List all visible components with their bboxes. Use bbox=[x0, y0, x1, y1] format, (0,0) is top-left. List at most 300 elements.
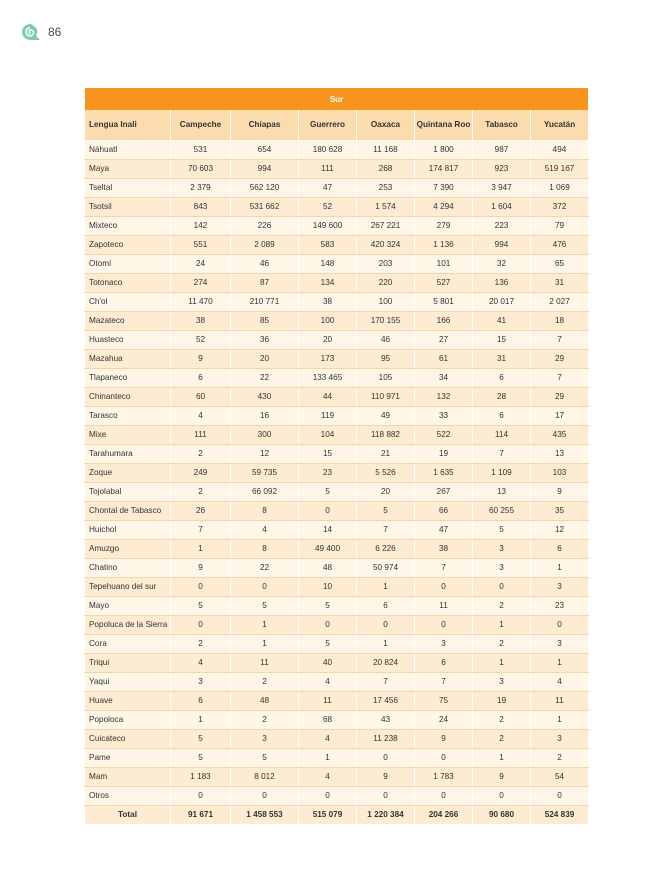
count-cell: 1 bbox=[531, 653, 589, 672]
table-title: Sur bbox=[85, 88, 589, 110]
count-cell: 38 bbox=[299, 292, 357, 311]
count-cell: 1 069 bbox=[531, 178, 589, 197]
count-cell: 430 bbox=[231, 387, 299, 406]
count-cell: 4 bbox=[299, 729, 357, 748]
count-cell: 43 bbox=[357, 710, 415, 729]
count-cell: 0 bbox=[357, 748, 415, 767]
table-row bbox=[85, 216, 589, 235]
count-cell: 47 bbox=[299, 178, 357, 197]
language-name-cell: Chatino bbox=[85, 558, 171, 577]
count-cell: 1 183 bbox=[171, 767, 231, 786]
count-cell: 843 bbox=[171, 197, 231, 216]
count-cell: 27 bbox=[415, 330, 473, 349]
count-cell: 15 bbox=[473, 330, 531, 349]
count-cell: 31 bbox=[531, 273, 589, 292]
count-cell: 7 bbox=[415, 672, 473, 691]
language-name-cell: Yaqui bbox=[85, 672, 171, 691]
table-row bbox=[85, 482, 589, 501]
language-name-cell: Ch'ol bbox=[85, 292, 171, 311]
count-cell: 476 bbox=[531, 235, 589, 254]
count-cell: 2 089 bbox=[231, 235, 299, 254]
count-cell: 111 bbox=[171, 425, 231, 444]
language-name-cell: Tepehuano del sur bbox=[85, 577, 171, 596]
language-name-cell: Mixteco bbox=[85, 216, 171, 235]
count-cell: 435 bbox=[531, 425, 589, 444]
count-cell: 551 bbox=[171, 235, 231, 254]
count-cell: 9 bbox=[171, 558, 231, 577]
table-row bbox=[85, 520, 589, 539]
table-row bbox=[85, 463, 589, 482]
language-name-cell: Mam bbox=[85, 767, 171, 786]
count-cell: 0 bbox=[357, 786, 415, 805]
count-cell: 1 bbox=[231, 615, 299, 634]
table-row bbox=[85, 311, 589, 330]
count-cell: 52 bbox=[171, 330, 231, 349]
count-cell: 268 bbox=[357, 159, 415, 178]
count-cell: 13 bbox=[473, 482, 531, 501]
count-cell: 2 027 bbox=[531, 292, 589, 311]
language-name-cell: Chontal de Tabasco bbox=[85, 501, 171, 520]
count-cell: 5 bbox=[299, 482, 357, 501]
count-cell: 95 bbox=[357, 349, 415, 368]
count-cell: 20 bbox=[357, 482, 415, 501]
count-cell: 3 bbox=[473, 558, 531, 577]
count-cell: 4 bbox=[299, 767, 357, 786]
count-cell: 3 bbox=[531, 577, 589, 596]
count-cell: 2 bbox=[473, 634, 531, 653]
count-cell: 0 bbox=[415, 615, 473, 634]
count-cell: 174 817 bbox=[415, 159, 473, 178]
count-cell: 5 bbox=[299, 634, 357, 653]
count-cell: 49 400 bbox=[299, 539, 357, 558]
count-cell: 11 bbox=[231, 653, 299, 672]
count-cell: 5 bbox=[231, 748, 299, 767]
count-cell: 4 bbox=[531, 672, 589, 691]
table-row bbox=[85, 197, 589, 216]
count-cell: 531 662 bbox=[231, 197, 299, 216]
count-cell: 0 bbox=[171, 577, 231, 596]
count-cell: 253 bbox=[357, 178, 415, 197]
count-cell: 6 226 bbox=[357, 539, 415, 558]
count-cell: 0 bbox=[415, 748, 473, 767]
count-cell: 0 bbox=[231, 577, 299, 596]
column-header-state: Yucatán bbox=[531, 110, 589, 140]
count-cell: 4 bbox=[171, 653, 231, 672]
column-header-state: Campeche bbox=[171, 110, 231, 140]
count-cell: 531 bbox=[171, 140, 231, 159]
total-row bbox=[85, 805, 589, 824]
table-row bbox=[85, 691, 589, 710]
count-cell: 20 bbox=[299, 330, 357, 349]
count-cell: 0 bbox=[531, 786, 589, 805]
count-cell: 75 bbox=[415, 691, 473, 710]
count-cell: 0 bbox=[299, 786, 357, 805]
count-cell: 100 bbox=[357, 292, 415, 311]
count-cell: 17 bbox=[531, 406, 589, 425]
count-cell: 0 bbox=[299, 615, 357, 634]
count-cell: 1 bbox=[171, 539, 231, 558]
count-cell: 35 bbox=[531, 501, 589, 520]
count-cell: 3 bbox=[531, 729, 589, 748]
count-cell: 583 bbox=[299, 235, 357, 254]
language-name-cell: Mayo bbox=[85, 596, 171, 615]
count-cell: 5 bbox=[357, 501, 415, 520]
count-cell: 9 bbox=[415, 729, 473, 748]
table-title-row bbox=[85, 88, 589, 110]
count-cell: 105 bbox=[357, 368, 415, 387]
table-row bbox=[85, 140, 589, 159]
table-row bbox=[85, 634, 589, 653]
count-cell: 1 604 bbox=[473, 197, 531, 216]
language-name-cell: Mazateco bbox=[85, 311, 171, 330]
count-cell: 0 bbox=[473, 786, 531, 805]
count-cell: 13 bbox=[531, 444, 589, 463]
table-row bbox=[85, 330, 589, 349]
count-cell: 0 bbox=[531, 615, 589, 634]
language-name-cell: Huasteco bbox=[85, 330, 171, 349]
language-name-cell: Mazahua bbox=[85, 349, 171, 368]
table-row bbox=[85, 254, 589, 273]
language-name-cell: Náhuatl bbox=[85, 140, 171, 159]
count-cell: 11 470 bbox=[171, 292, 231, 311]
languages-table bbox=[84, 88, 589, 824]
language-name-cell: Popoluca de la Sierra bbox=[85, 615, 171, 634]
table-row bbox=[85, 672, 589, 691]
count-cell: 3 bbox=[171, 672, 231, 691]
count-cell: 4 bbox=[299, 672, 357, 691]
count-cell: 210 771 bbox=[231, 292, 299, 311]
count-cell: 24 bbox=[171, 254, 231, 273]
count-cell: 14 bbox=[299, 520, 357, 539]
count-cell: 173 bbox=[299, 349, 357, 368]
language-name-cell: Amuzgo bbox=[85, 539, 171, 558]
count-cell: 12 bbox=[231, 444, 299, 463]
total-cell: 515 079 bbox=[299, 805, 357, 824]
count-cell: 148 bbox=[299, 254, 357, 273]
count-cell: 110 971 bbox=[357, 387, 415, 406]
table-row bbox=[85, 425, 589, 444]
count-cell: 28 bbox=[473, 387, 531, 406]
count-cell: 203 bbox=[357, 254, 415, 273]
language-name-cell: Totonaco bbox=[85, 273, 171, 292]
page-header bbox=[20, 22, 61, 42]
count-cell: 52 bbox=[299, 197, 357, 216]
total-cell: 204 266 bbox=[415, 805, 473, 824]
count-cell: 3 bbox=[473, 672, 531, 691]
count-cell: 21 bbox=[357, 444, 415, 463]
count-cell: 15 bbox=[299, 444, 357, 463]
count-cell: 134 bbox=[299, 273, 357, 292]
language-name-cell: Popoloca bbox=[85, 710, 171, 729]
count-cell: 23 bbox=[531, 596, 589, 615]
count-cell: 7 bbox=[531, 368, 589, 387]
count-cell: 0 bbox=[415, 577, 473, 596]
count-cell: 54 bbox=[531, 767, 589, 786]
table-row bbox=[85, 178, 589, 197]
column-header-state: Guerrero bbox=[299, 110, 357, 140]
page-number: 86 bbox=[48, 25, 62, 39]
count-cell: 0 bbox=[299, 501, 357, 520]
count-cell: 5 bbox=[231, 596, 299, 615]
count-cell: 0 bbox=[415, 786, 473, 805]
table-row bbox=[85, 444, 589, 463]
count-cell: 1 136 bbox=[415, 235, 473, 254]
count-cell: 4 bbox=[231, 520, 299, 539]
count-cell: 3 947 bbox=[473, 178, 531, 197]
count-cell: 0 bbox=[171, 786, 231, 805]
column-header-state: Tabasco bbox=[473, 110, 531, 140]
count-cell: 114 bbox=[473, 425, 531, 444]
count-cell: 522 bbox=[415, 425, 473, 444]
count-cell: 7 bbox=[357, 672, 415, 691]
count-cell: 6 bbox=[415, 653, 473, 672]
count-cell: 9 bbox=[531, 482, 589, 501]
table-row bbox=[85, 596, 589, 615]
column-header-state: Chiapas bbox=[231, 110, 299, 140]
language-name-cell: Tseltal bbox=[85, 178, 171, 197]
count-cell: 7 bbox=[531, 330, 589, 349]
language-name-cell: Huave bbox=[85, 691, 171, 710]
count-cell: 6 bbox=[171, 368, 231, 387]
count-cell: 7 bbox=[415, 558, 473, 577]
count-cell: 17 456 bbox=[357, 691, 415, 710]
total-cell: 91 671 bbox=[171, 805, 231, 824]
count-cell: 249 bbox=[171, 463, 231, 482]
count-cell: 32 bbox=[473, 254, 531, 273]
count-cell: 4 bbox=[171, 406, 231, 425]
count-cell: 132 bbox=[415, 387, 473, 406]
count-cell: 111 bbox=[299, 159, 357, 178]
language-name-cell: Otomí bbox=[85, 254, 171, 273]
table-row bbox=[85, 748, 589, 767]
language-name-cell: Zapoteco bbox=[85, 235, 171, 254]
table-row bbox=[85, 349, 589, 368]
count-cell: 987 bbox=[473, 140, 531, 159]
table-row bbox=[85, 406, 589, 425]
count-cell: 12 bbox=[531, 520, 589, 539]
count-cell: 527 bbox=[415, 273, 473, 292]
language-name-cell: Tlapaneco bbox=[85, 368, 171, 387]
count-cell: 61 bbox=[415, 349, 473, 368]
count-cell: 20 824 bbox=[357, 653, 415, 672]
count-cell: 1 bbox=[299, 748, 357, 767]
count-cell: 100 bbox=[299, 311, 357, 330]
count-cell: 420 324 bbox=[357, 235, 415, 254]
count-cell: 22 bbox=[231, 368, 299, 387]
count-cell: 1 109 bbox=[473, 463, 531, 482]
count-cell: 5 bbox=[171, 729, 231, 748]
table-row bbox=[85, 558, 589, 577]
language-name-cell: Cora bbox=[85, 634, 171, 653]
total-cell: 90 680 bbox=[473, 805, 531, 824]
count-cell: 8 bbox=[231, 539, 299, 558]
count-cell: 226 bbox=[231, 216, 299, 235]
count-cell: 9 bbox=[357, 767, 415, 786]
count-cell: 50 974 bbox=[357, 558, 415, 577]
column-header-state: Quintana Roo bbox=[415, 110, 473, 140]
count-cell: 66 092 bbox=[231, 482, 299, 501]
count-cell: 267 bbox=[415, 482, 473, 501]
spiral-shell-icon bbox=[20, 22, 42, 42]
total-cell: 524 839 bbox=[531, 805, 589, 824]
count-cell: 46 bbox=[357, 330, 415, 349]
count-cell: 48 bbox=[299, 558, 357, 577]
count-cell: 59 735 bbox=[231, 463, 299, 482]
count-cell: 1 bbox=[171, 710, 231, 729]
count-cell: 494 bbox=[531, 140, 589, 159]
count-cell: 4 294 bbox=[415, 197, 473, 216]
count-cell: 2 bbox=[171, 444, 231, 463]
count-cell: 0 bbox=[473, 577, 531, 596]
count-cell: 5 bbox=[171, 748, 231, 767]
count-cell: 142 bbox=[171, 216, 231, 235]
language-name-cell: Tarasco bbox=[85, 406, 171, 425]
count-cell: 26 bbox=[171, 501, 231, 520]
count-cell: 223 bbox=[473, 216, 531, 235]
table-row bbox=[85, 368, 589, 387]
count-cell: 6 bbox=[473, 368, 531, 387]
column-header-state: Oaxaca bbox=[357, 110, 415, 140]
count-cell: 1 800 bbox=[415, 140, 473, 159]
count-cell: 3 bbox=[231, 729, 299, 748]
count-cell: 3 bbox=[473, 539, 531, 558]
count-cell: 1 bbox=[231, 634, 299, 653]
language-name-cell: Tojolabal bbox=[85, 482, 171, 501]
count-cell: 47 bbox=[415, 520, 473, 539]
count-cell: 0 bbox=[171, 615, 231, 634]
count-cell: 85 bbox=[231, 311, 299, 330]
count-cell: 149 600 bbox=[299, 216, 357, 235]
count-cell: 23 bbox=[299, 463, 357, 482]
count-cell: 2 379 bbox=[171, 178, 231, 197]
count-cell: 1 bbox=[473, 748, 531, 767]
table-row bbox=[85, 159, 589, 178]
count-cell: 29 bbox=[531, 349, 589, 368]
count-cell: 9 bbox=[473, 767, 531, 786]
count-cell: 119 bbox=[299, 406, 357, 425]
count-cell: 654 bbox=[231, 140, 299, 159]
language-name-cell: Otros bbox=[85, 786, 171, 805]
count-cell: 11 168 bbox=[357, 140, 415, 159]
language-name-cell: Tarahumara bbox=[85, 444, 171, 463]
count-cell: 1 bbox=[531, 558, 589, 577]
count-cell: 994 bbox=[231, 159, 299, 178]
table-row bbox=[85, 653, 589, 672]
count-cell: 2 bbox=[171, 482, 231, 501]
count-cell: 48 bbox=[231, 691, 299, 710]
count-cell: 2 bbox=[473, 710, 531, 729]
count-cell: 180 628 bbox=[299, 140, 357, 159]
count-cell: 0 bbox=[231, 786, 299, 805]
table-row bbox=[85, 615, 589, 634]
count-cell: 11 238 bbox=[357, 729, 415, 748]
count-cell: 33 bbox=[415, 406, 473, 425]
count-cell: 1 635 bbox=[415, 463, 473, 482]
table-row bbox=[85, 273, 589, 292]
count-cell: 101 bbox=[415, 254, 473, 273]
count-cell: 1 bbox=[357, 577, 415, 596]
count-cell: 24 bbox=[415, 710, 473, 729]
count-cell: 279 bbox=[415, 216, 473, 235]
count-cell: 7 bbox=[357, 520, 415, 539]
count-cell: 7 bbox=[473, 444, 531, 463]
count-cell: 11 bbox=[531, 691, 589, 710]
count-cell: 1 bbox=[473, 653, 531, 672]
count-cell: 60 bbox=[171, 387, 231, 406]
table-row bbox=[85, 235, 589, 254]
count-cell: 9 bbox=[171, 349, 231, 368]
count-cell: 29 bbox=[531, 387, 589, 406]
language-name-cell: Zoque bbox=[85, 463, 171, 482]
count-cell: 2 bbox=[171, 634, 231, 653]
total-label: Total bbox=[85, 805, 171, 824]
table-row bbox=[85, 786, 589, 805]
count-cell: 40 bbox=[299, 653, 357, 672]
count-cell: 16 bbox=[231, 406, 299, 425]
count-cell: 923 bbox=[473, 159, 531, 178]
count-cell: 8 012 bbox=[231, 767, 299, 786]
count-cell: 38 bbox=[171, 311, 231, 330]
count-cell: 18 bbox=[531, 311, 589, 330]
count-cell: 3 bbox=[415, 634, 473, 653]
language-name-cell: Tsotsil bbox=[85, 197, 171, 216]
count-cell: 79 bbox=[531, 216, 589, 235]
count-cell: 6 bbox=[473, 406, 531, 425]
count-cell: 1 bbox=[473, 615, 531, 634]
count-cell: 267 221 bbox=[357, 216, 415, 235]
count-cell: 2 bbox=[231, 710, 299, 729]
count-cell: 10 bbox=[299, 577, 357, 596]
count-cell: 11 bbox=[415, 596, 473, 615]
language-name-cell: Cuicateco bbox=[85, 729, 171, 748]
table-row bbox=[85, 501, 589, 520]
total-cell: 1 220 384 bbox=[357, 805, 415, 824]
count-cell: 372 bbox=[531, 197, 589, 216]
count-cell: 166 bbox=[415, 311, 473, 330]
count-cell: 2 bbox=[231, 672, 299, 691]
count-cell: 1 bbox=[357, 634, 415, 653]
count-cell: 5 bbox=[473, 520, 531, 539]
count-cell: 3 bbox=[531, 634, 589, 653]
table-row bbox=[85, 767, 589, 786]
count-cell: 300 bbox=[231, 425, 299, 444]
language-name-cell: Pame bbox=[85, 748, 171, 767]
count-cell: 38 bbox=[415, 539, 473, 558]
count-cell: 1 783 bbox=[415, 767, 473, 786]
column-header-language: Lengua Inali bbox=[85, 110, 171, 140]
table-row bbox=[85, 729, 589, 748]
count-cell: 2 bbox=[473, 729, 531, 748]
count-cell: 562 120 bbox=[231, 178, 299, 197]
count-cell: 103 bbox=[531, 463, 589, 482]
count-cell: 49 bbox=[357, 406, 415, 425]
table-body bbox=[85, 140, 589, 824]
count-cell: 519 167 bbox=[531, 159, 589, 178]
count-cell: 22 bbox=[231, 558, 299, 577]
count-cell: 19 bbox=[473, 691, 531, 710]
language-name-cell: Huichol bbox=[85, 520, 171, 539]
count-cell: 170 155 bbox=[357, 311, 415, 330]
count-cell: 20 017 bbox=[473, 292, 531, 311]
count-cell: 68 bbox=[299, 710, 357, 729]
language-name-cell: Chinanteco bbox=[85, 387, 171, 406]
count-cell: 1 bbox=[531, 710, 589, 729]
count-cell: 70 603 bbox=[171, 159, 231, 178]
count-cell: 994 bbox=[473, 235, 531, 254]
count-cell: 11 bbox=[299, 691, 357, 710]
language-name-cell: Mixe bbox=[85, 425, 171, 444]
count-cell: 5 bbox=[171, 596, 231, 615]
